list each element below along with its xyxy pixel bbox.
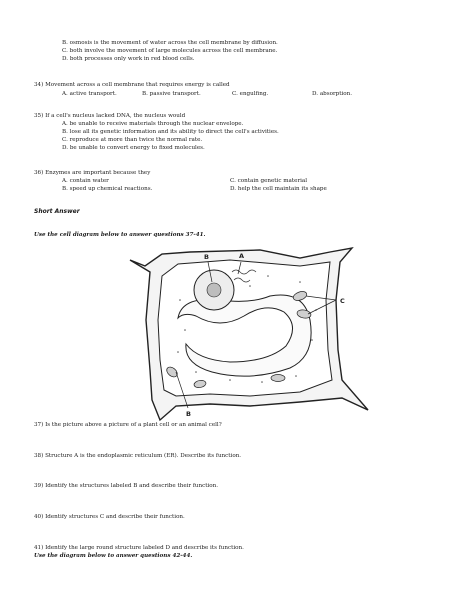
q38: 38) Structure A is the endoplasmic reticulum (ER). Describe its function.: [34, 453, 242, 459]
diagram-instruction: Use the cell diagram below to answer questions 37-41.: [34, 232, 206, 238]
q33-option-d: D. both processes only work in red blood cells.: [62, 56, 195, 62]
q41: 41) Identify the large round structure labeled D and describe its function.: [34, 545, 244, 551]
diagram-label-b-bottom: B: [186, 410, 191, 418]
diagram-label-b-top: B: [204, 253, 209, 261]
q35-option-d: D. be unable to convert energy to fixed molecules.: [62, 145, 205, 151]
q34-option-a: A. active transport.: [62, 91, 117, 97]
q37: 37) Is the picture above a picture of a plant cell or an animal cell?: [34, 422, 222, 428]
q39: 39) Identify the structures labeled B and describe their function.: [34, 483, 219, 489]
q34-stem: 34) Movement across a cell membrane that requires energy is called: [34, 82, 230, 88]
q34-option-b: B. passive transport.: [142, 91, 201, 97]
q35-option-b: B. lose all its genetic information and its ability to direct the cell's activities.: [62, 129, 279, 135]
short-answer-heading: Short Answer: [34, 208, 80, 215]
q36-option-a: A. contain water: [62, 178, 109, 184]
diagram-label-c: C: [340, 297, 345, 305]
nucleolus: [207, 283, 221, 297]
q35-option-a: A. be unable to receive materials through the nuclear envelope.: [62, 121, 244, 127]
q35-stem: 35) If a cell's nucleus lacked DNA, the nucleus would: [34, 113, 186, 119]
q36-option-b: B. speed up chemical reactions.: [62, 186, 153, 192]
q40: 40) Identify structures C and describe their function.: [34, 514, 185, 520]
q34-option-c: C. engulfing.: [232, 91, 269, 97]
q33-option-b: B. osmosis is the movement of water across the cell membrane by diffusion.: [62, 40, 278, 46]
q36-option-c: C. contain genetic material: [230, 178, 308, 184]
q35-option-c: C. reproduce at more than twice the normal rate.: [62, 137, 203, 143]
diagram-label-a: A: [239, 252, 245, 260]
q36-stem: 36) Enzymes are important because they: [34, 170, 151, 176]
q34-option-d: D. absorption.: [312, 91, 353, 97]
q33-option-c: C. both involve the movement of large molecules across the cell membrane.: [62, 48, 278, 54]
next-diagram-instruction: Use the diagram below to answer questions 42-44.: [34, 553, 193, 559]
q36-option-d: D. help the cell maintain its shape: [230, 186, 327, 192]
